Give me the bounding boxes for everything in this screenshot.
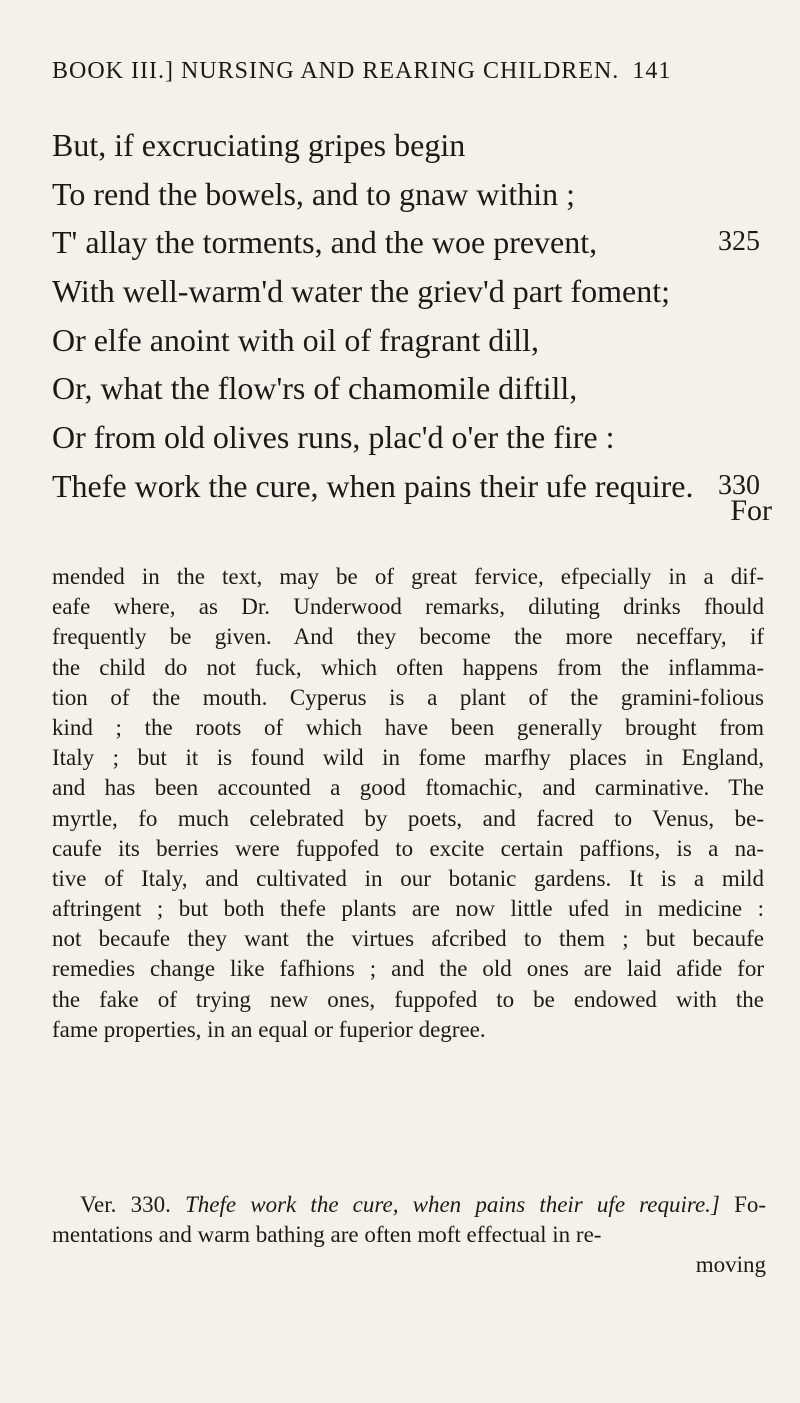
verse-note — [52, 1190, 767, 1280]
note-line: myrtle, fo much celebrated by poets, and facred to Venus, be- — [52, 805, 764, 831]
note-line: aftringent ; but both thefe plants are now little ufed in medicine : — [52, 896, 764, 922]
running-title: BOOK III.] NURSING AND REARING CHILDREN. — [52, 58, 620, 84]
verse-line — [52, 417, 772, 466]
footnote-block — [52, 562, 764, 1045]
catchword-bottom: moving — [695, 1252, 766, 1277]
verse-note-ref: Ver. 330. — [80, 1192, 171, 1217]
note-line: mended in the text, may be of great fervice, efpecially in a dif- — [52, 564, 764, 589]
verse-line — [52, 368, 772, 417]
note-line: not becaufe they want the virtues afcribed to them ; but becaufe — [52, 926, 764, 952]
page-number: 141 — [632, 58, 672, 84]
verse-text: But, if excruciating gripes begin — [52, 127, 466, 163]
verse-line — [52, 466, 772, 515]
verse-note-first-line — [80, 1190, 766, 1220]
verse-text: To rend the bowels, and to gnaw within ; — [52, 175, 575, 212]
verse-line — [52, 174, 772, 223]
verse-text: Or, what the flow'rs of chamomile diftill, — [52, 370, 578, 407]
line-number: 325 — [718, 226, 760, 258]
note-line: the child do not fuck, which often happens from the inflamma- — [52, 654, 764, 680]
verse-text: Or elfe anoint with oil of fragrant dill, — [52, 321, 539, 358]
verse-text: Thefe work the cure, when pains their ufe require. — [52, 467, 694, 504]
running-header — [52, 58, 792, 85]
note-line: tive of Italy, and cultivated in our botanic gardens. It is a mild — [52, 865, 764, 891]
note-line: frequently be given. And they become the more neceffary, if — [52, 624, 764, 650]
note-line: tion of the mouth. Cyperus is a plant of the gramini-folious — [52, 684, 764, 710]
verse-text: Or from old olives runs, plac'd o'er the fire : — [52, 419, 615, 456]
verse-line — [52, 222, 772, 271]
catchword-top: For — [730, 494, 772, 527]
note-line: the fake of trying new ones, fuppofed to be endowed with the — [52, 986, 764, 1012]
note-line: remedies change like fafhions ; and the old ones are laid afide for — [52, 956, 764, 982]
note-line: Italy ; but it is found wild in fome marfhy places in England, — [52, 745, 764, 771]
note-line: and has been accounted a good ftomachic, and carminative. The — [52, 775, 764, 801]
verse-block — [52, 125, 772, 515]
note-line: eafe where, as Dr. Underwood remarks, diluting drinks fhould — [52, 594, 764, 620]
line-number: 330 — [718, 469, 760, 501]
note-line: fame properties, in an equal or fuperior degree. — [52, 1016, 486, 1042]
verse-line — [52, 271, 772, 320]
note-line: kind ; the roots of which have been generally brought from — [52, 714, 764, 740]
verse-note-quote: Thefe work the cure, when pains their ufe require.] — [185, 1192, 720, 1217]
verse-line — [52, 320, 772, 369]
verse-note-second-line: mentations and warm bathing are often moft effectual in re- — [52, 1222, 602, 1247]
note-line: caufe its berries were fuppofed to excite certain paffions, is a na- — [52, 835, 764, 861]
verse-line — [52, 125, 772, 174]
verse-note-tail: Fo- — [734, 1192, 767, 1217]
verse-text: With well-warm'd water the griev'd part foment; — [52, 273, 671, 310]
verse-text: T' allay the torments, and the woe prevent, — [52, 224, 598, 261]
